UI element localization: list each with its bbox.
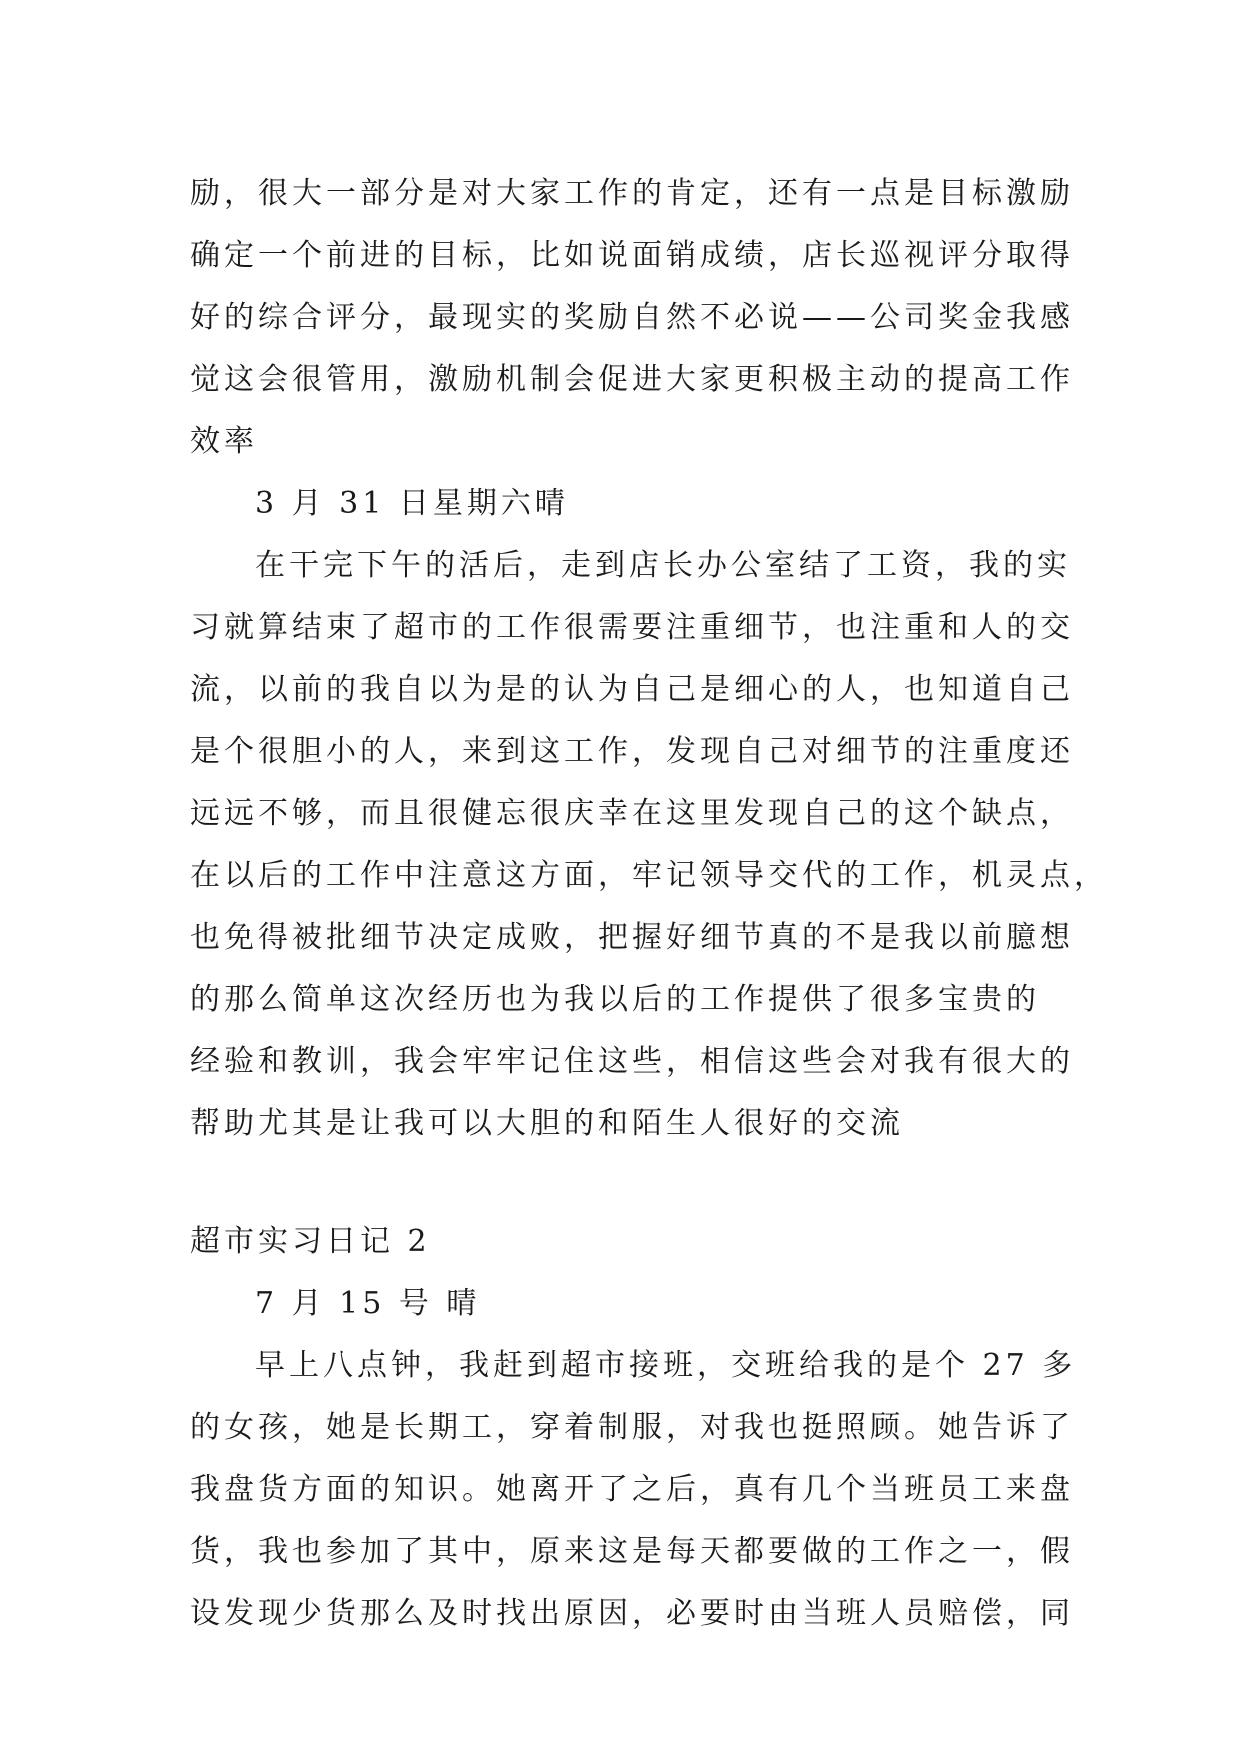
section-spacer bbox=[190, 1155, 1070, 1211]
text-line: 帮助尤其是让我可以大胆的和陌生人很好的交流 bbox=[190, 1106, 904, 1141]
text-line: 早上八点钟，我赶到超市接班，交班给我的是个 27 多 bbox=[255, 1348, 1077, 1383]
text-line: 远远不够，而且很健忘很庆幸在这里发现自己的这个缺点， bbox=[190, 796, 1074, 831]
paragraph-internship-end bbox=[190, 535, 1108, 1155]
text-line: 流，以前的我自以为是的认为自己是细心的人，也知道自己 bbox=[190, 672, 1074, 707]
diary-date: 7 月 15 号 晴 bbox=[255, 1286, 481, 1321]
text-line: 我盘货方面的知识。她离开了之后，真有几个当班员工来盘 bbox=[190, 1472, 1074, 1507]
text-line: 觉这会很管用，激励机制会促进大家更积极主动的提高工作 bbox=[190, 362, 1074, 397]
text-line: 货，我也参加了其中，原来这是每天都要做的工作之一，假 bbox=[190, 1534, 1074, 1569]
text-line: 经验和教训，我会牢牢记住这些，相信这些会对我有很大的 bbox=[190, 1044, 1074, 1079]
text-line: 的那么简单这次经历也为我以后的工作提供了很多宝贵的 bbox=[190, 982, 1040, 1017]
paragraph-incentive bbox=[190, 163, 1074, 473]
paragraph-morning-shift bbox=[190, 1335, 1077, 1645]
section-title: 超市实习日记 2 bbox=[190, 1224, 431, 1259]
text-line: 在以后的工作中注意这方面，牢记领导交代的工作，机灵点， bbox=[190, 858, 1108, 893]
text-line: 习就算结束了超市的工作很需要注重细节，也注重和人的交 bbox=[190, 610, 1074, 645]
text-line: 是个很胆小的人，来到这工作，发现自己对细节的注重度还 bbox=[190, 734, 1074, 769]
text-line: 的女孩，她是长期工，穿着制服，对我也挺照顾。她告诉了 bbox=[190, 1410, 1074, 1445]
document-body bbox=[190, 163, 1108, 1645]
text-line: 设发现少货那么及时找出原因，必要时由当班人员赔偿，同 bbox=[190, 1596, 1074, 1631]
text-line: 在干完下午的活后，走到店长办公室结了工资，我的实 bbox=[255, 548, 1071, 583]
text-line: 确定一个前进的目标，比如说面销成绩，店长巡视评分取得 bbox=[190, 238, 1074, 273]
text-line: 也免得被批细节决定成败，把握好细节真的不是我以前臆想 bbox=[190, 920, 1074, 955]
text-line: 励，很大一部分是对大家工作的肯定，还有一点是目标激励 bbox=[190, 176, 1074, 211]
text-line: 效率 bbox=[190, 424, 258, 459]
text-line: 好的综合评分，最现实的奖励自然不必说——公司奖金我感 bbox=[190, 300, 1074, 335]
diary-date: 3 月 31 日星期六晴 bbox=[255, 486, 569, 521]
